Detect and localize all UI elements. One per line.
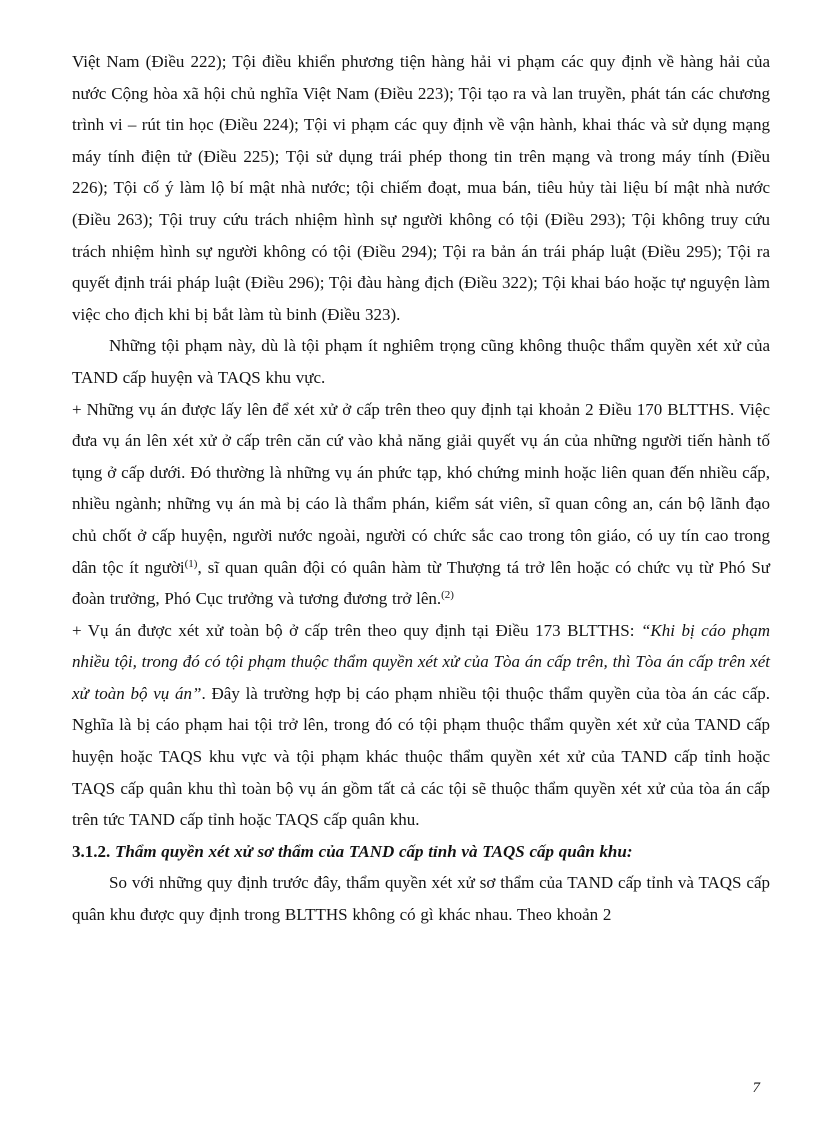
footnote-reference-1: (1) (184, 557, 198, 570)
paragraph-text-segment: , sĩ quan quân đội có quân hàm từ Thượng tá trở lên hoặc có chức vụ từ Phó Sư đoàn trưởng, Phó Cục trưởng và tương đương trở lên. (72, 557, 770, 609)
paragraph-crime-list: Việt Nam (Điều 222); Tội điều khiển phương tiện hàng hải vi phạm các quy định về hàng hải của nước Cộng hòa xã hội chủ nghĩa Việt Nam (Điều 223); Tội tạo ra và lan truyền, phát tán các chương trình vi – rút tin học (Điều 224); Tội vi phạm các quy định về vận hành, khai thác và sử dụng mạng máy tính điện tử (Điều 225); Tội sử dụng trái phép thong tin trên mạng và trong máy tính (Điều 226); Tội cố ý làm lộ bí mật nhà nước; tội chiếm đoạt, mua bán, tiêu hủy tài liệu bí mật nhà nước (Điều 263); Tội truy cứu trách nhiệm hình sự người không có tội (Điều 293); Tội không truy cứu trách nhiệm hình sự người không có tội (Điều 294); Tội ra bản án trái pháp luật (Điều 295); Tội ra quyết định trái pháp luật (Điều 296); Tội đàu hàng địch (Điều 322); Tội khai báo hoặc tự nguyện làm việc cho địch khi bị bắt làm tù binh (Điều 323). (72, 52, 770, 324)
footnote-reference-2: (2) (441, 589, 454, 602)
page-number: 7 (752, 1080, 760, 1096)
section-heading-title: Thẩm quyền xét xử sơ thẩm của TAND cấp tỉnh và TAQS cấp quân khu: (110, 841, 633, 861)
paragraph-full-case-trial (72, 615, 770, 836)
paragraph-cases-taken-to-higher-court (72, 394, 770, 615)
inline-legal-quote: “Khi bị cáo phạm nhiều tội, trong đó có tội phạm thuộc thẩm quyền xét xử của Tòa án cấp trên, thì Tòa án cấp trên xét xử toàn bộ vụ án” (72, 620, 771, 703)
section-heading-3-1-2 (72, 836, 770, 868)
paragraph-text-segment: + Những vụ án được lấy lên để xét xử ở cấp trên theo quy định tại khoản 2 Điều 170 BLTTHS. Việc đưa vụ án lên xét xử ở cấp trên căn cứ vào khả năng giải quyết vụ án của những người tiến hành tố tụng ở cấp dưới. Đó thường là những vụ án phức tạp, khó chứng minh hoặc liên quan đến nhiều cấp, nhiều ngành; những vụ án mà bị cáo là thẩm phán, kiểm sát viên, sĩ quan công an, cán bộ lãnh đạo chủ chốt ở cấp huyện, người nước ngoài, người có chức sắc cao trong tôn giáo, có uy tín cao trong dân tộc ít người (72, 399, 770, 577)
paragraph-jurisdiction-note: Những tội phạm này, dù là tội phạm ít nghiêm trọng cũng không thuộc thẩm quyền xét xử của TAND cấp huyện và TAQS khu vực. (72, 336, 770, 387)
paragraph-comparison: So với những quy định trước đây, thẩm quyền xét xử sơ thẩm của TAND cấp tỉnh và TAQS cấp quân khu được quy định trong BLTTHS không có gì khác nhau. Theo khoản 2 (72, 873, 770, 925)
paragraph-text-segment: . Đây là trường hợp bị cáo phạm nhiều tội thuộc thẩm quyền của tòa án các cấp. Nghĩa là bị cáo phạm hai tội trở lên, trong đó có tội phạm thuộc thẩm quyền xét xử của TAND cấp huyện hoặc TAQS khu vực và tội phạm khác thuộc thẩm quyền xét xử của TAND cấp tỉnh hoặc TAQS cấp quân khu thì toàn bộ vụ án gồm tất cả các tội sẽ thuộc thẩm quyền xét xử của tòa án cấp trên tức TAND cấp tỉnh hoặc TAQS cấp quân khu. (72, 683, 771, 830)
paragraph-text-segment: + Vụ án được xét xử toàn bộ ở cấp trên theo quy định tại Điều 173 BLTTHS: (72, 620, 641, 640)
section-heading-number: 3.1.2. (72, 841, 111, 861)
